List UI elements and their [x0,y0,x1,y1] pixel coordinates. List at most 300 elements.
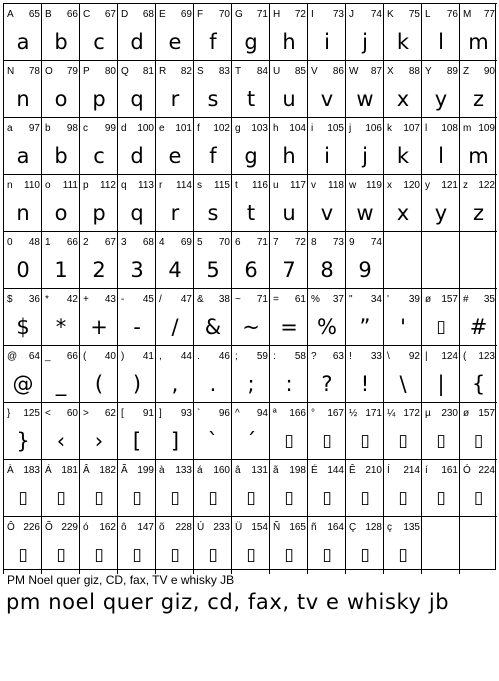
char-code: 41 [142,351,154,362]
char-label [387,294,420,306]
char-code: 92 [408,351,420,362]
glyph-sample: d [130,30,144,54]
char-label [311,180,344,192]
glyph-sample: w [356,201,374,225]
char-code: 114 [176,180,192,191]
glyph-sample: r [170,87,180,111]
char-cell [3,516,42,574]
glyph-sample: : [285,372,293,396]
char-name: Ú [197,522,205,533]
char-code: 83 [218,66,230,77]
char-code: 112 [100,180,116,191]
char-name: Ü [235,522,243,533]
char-code: 42 [66,294,78,305]
char-name: M [463,9,472,20]
char-name: i [311,123,314,134]
char-name: n [7,180,13,191]
char-label [159,66,192,78]
char-cell [231,174,270,232]
char-label [159,465,192,477]
char-name: l [425,123,428,134]
char-label [387,66,420,78]
char-cell [459,345,497,403]
char-name: K [387,9,394,20]
char-name: Í [387,465,390,476]
char-cell [231,459,270,517]
char-cell [269,345,308,403]
char-label [387,351,420,363]
glyph-sample: ▯ [170,488,180,508]
char-cell [345,60,384,118]
char-name: w [349,180,357,191]
char-name: o [45,180,51,191]
char-cell [193,3,232,61]
char-cell [155,231,194,289]
glyph-sample: . [209,372,217,396]
char-cell [421,117,460,175]
char-label [45,408,78,420]
char-code: 125 [23,408,40,419]
char-code: 46 [218,351,230,362]
glyph-sample: # [469,315,488,339]
char-name: & [197,294,204,305]
char-cell [41,459,80,517]
char-cell [117,345,156,403]
char-cell [383,288,422,346]
glyph-sample: , [171,372,179,396]
char-cell [307,60,346,118]
glyph-sample: = [280,315,298,339]
char-name: v [311,180,316,191]
char-name: G [235,9,243,20]
char-cell [345,402,384,460]
glyph-sample: f [209,30,217,54]
char-cell [269,117,308,175]
char-name: : [273,351,276,362]
char-code: 62 [104,408,116,419]
glyph-sample: j [362,30,368,54]
char-cell [79,288,118,346]
char-label [273,9,306,21]
char-name: A [7,9,14,20]
char-label [311,522,344,534]
glyph-sample: x [396,87,410,111]
char-name: % [311,294,320,305]
char-label [425,408,458,420]
glyph-sample: k [396,144,410,168]
glyph-sample: ▯ [132,545,142,565]
char-label [235,123,268,135]
char-label [349,408,382,420]
glyph-sample: ( [94,372,104,396]
char-code: 157 [441,294,458,305]
char-name: ; [235,351,238,362]
char-label [273,66,306,78]
char-name: í [425,465,428,476]
glyph-sample: [ [132,429,142,453]
char-cell [79,402,118,460]
char-name: I [311,9,314,20]
glyph-sample: ´ [245,429,257,453]
char-code: 38 [218,294,230,305]
char-label [387,408,420,420]
char-name: ) [121,351,125,362]
char-name: ~ [235,294,241,305]
char-code: 61 [294,294,306,305]
char-label [121,351,154,363]
glyph-sample: b [54,144,68,168]
char-cell [117,402,156,460]
glyph-sample: ▯ [18,545,28,565]
glyph-sample: ▯ [473,431,484,451]
char-code: 87 [370,66,382,77]
char-cell [421,288,460,346]
char-name: ç [387,522,392,533]
char-label [197,465,230,477]
char-code: 116 [252,180,268,191]
char-code: 147 [137,522,154,533]
char-label [159,408,192,420]
char-cell [307,3,346,61]
char-cell [41,231,80,289]
char-name: , [159,351,162,362]
char-cell [421,3,460,61]
char-code: 67 [104,9,116,20]
char-cell [117,459,156,517]
char-cell [231,288,270,346]
glyph-sample: ˮ [359,315,371,339]
char-code: 164 [327,522,344,533]
char-cell [193,60,232,118]
char-name: p [83,180,89,191]
char-name: ø [463,408,470,419]
char-cell [383,174,422,232]
char-name: $ [7,294,13,305]
char-label [83,408,116,420]
char-cell [193,174,232,232]
char-name: L [425,9,431,20]
char-label [463,180,495,192]
char-label [197,408,230,420]
char-name: ¼ [387,408,396,419]
char-code: 69 [180,9,192,20]
glyph-sample: c [93,30,105,54]
glyph-sample: v [320,201,334,225]
char-label [463,465,495,477]
char-name: g [235,123,241,134]
glyph-sample: ▯ [246,488,256,508]
char-cell [155,174,194,232]
char-name: â [235,465,241,476]
char-code: 84 [256,66,268,77]
char-cell [117,174,156,232]
char-code: 37 [332,294,344,305]
char-cell [459,516,497,574]
glyph-sample: ▯ [284,545,294,565]
char-label [273,180,306,192]
char-cell [345,117,384,175]
char-label [235,408,268,420]
char-name: J [349,9,354,20]
char-code: 233 [213,522,230,533]
char-cell [383,3,422,61]
glyph-sample: 3 [130,258,144,282]
char-name: ª [273,408,277,419]
char-code: 100 [137,123,154,134]
char-cell [155,3,194,61]
char-code: 118 [328,180,344,191]
glyph-sample: y [434,87,448,111]
char-cell [79,117,118,175]
char-label [311,408,344,420]
char-label [83,465,116,477]
char-name: - [121,294,125,305]
char-name: t [235,180,238,191]
char-label [7,123,40,135]
char-name: Ç [349,522,357,533]
char-cell [41,117,80,175]
char-label [121,9,154,21]
char-label [7,66,40,78]
glyph-sample: ' [400,315,406,339]
char-label [349,294,382,306]
glyph-sample: ▯ [322,545,332,565]
glyph-sample: p [92,201,106,225]
glyph-sample: 9 [358,258,372,282]
char-label [197,522,230,534]
char-label [425,237,458,249]
char-cell [307,402,346,460]
char-label [7,465,40,477]
char-label [273,237,306,249]
glyph-sample: @ [12,372,34,396]
char-code: 63 [332,351,344,362]
glyph-sample: o [54,87,68,111]
char-code: 64 [28,351,40,362]
char-cell [155,117,194,175]
glyph-sample: ▯ [322,488,332,508]
glyph-sample: f [209,144,217,168]
char-label [425,180,458,192]
glyph-sample: n [16,201,30,225]
char-label [235,294,268,306]
char-code: 167 [327,408,344,419]
char-name: µ [425,408,431,419]
char-name: Â [83,465,90,476]
char-name: y [425,180,430,191]
char-name: 1 [45,237,51,248]
char-cell [459,117,497,175]
char-label [235,9,268,21]
char-label [463,351,495,363]
glyph-sample: $ [16,315,30,339]
char-cell [307,345,346,403]
char-cell [459,3,497,61]
char-cell [155,516,194,574]
char-cell [421,231,460,289]
glyph-sample: - [133,315,141,339]
char-name: ø [425,294,432,305]
char-name: ' [387,294,389,305]
char-name: e [159,123,165,134]
char-code: 73 [332,9,344,20]
char-label [121,180,154,192]
char-label [463,294,495,306]
char-label [311,9,344,21]
char-name: d [121,123,127,134]
glyph-sample: ▯ [132,488,142,508]
char-cell [117,60,156,118]
char-label [273,294,306,306]
char-code: 90 [483,66,495,77]
char-code: 85 [294,66,306,77]
char-name: 9 [349,237,355,248]
char-label [7,180,40,192]
char-label [273,408,306,420]
char-cell [307,174,346,232]
char-code: 36 [28,294,40,305]
glyph-sample [460,252,497,288]
char-code: 120 [403,180,420,191]
glyph-sample: ▯ [398,488,408,508]
char-label [463,237,495,249]
char-cell [345,231,384,289]
char-name: V [311,66,318,77]
char-code: 66 [66,237,78,248]
char-cell [117,3,156,61]
char-code: 99 [104,123,116,134]
glyph-sample: 7 [282,258,296,282]
char-cell [383,231,422,289]
char-code: 86 [332,66,344,77]
char-code: 96 [218,408,230,419]
glyph-sample: y [434,201,448,225]
char-cell [269,402,308,460]
glyph-sample: h [282,30,296,54]
glyph-sample: / [171,315,179,339]
char-label [349,237,382,249]
char-code: 162 [99,522,116,533]
char-label [159,9,192,21]
glyph-sample: 0 [16,258,30,282]
glyph-sample: ! [360,372,370,396]
char-code: 71 [256,294,268,305]
char-label [349,180,382,192]
char-code: 102 [213,123,230,134]
char-name: 3 [121,237,127,248]
glyph-sample: ▯ [360,431,370,451]
char-code: 172 [403,408,420,419]
char-cell [117,231,156,289]
char-code: 181 [61,465,78,476]
char-cell [155,402,194,460]
glyph-sample: u [282,201,296,225]
char-cell [117,288,156,346]
char-name: 5 [197,237,203,248]
char-code: 48 [28,237,40,248]
char-code: 228 [175,522,192,533]
glyph-sample: 1 [54,258,68,282]
char-label [121,123,154,135]
glyph-sample [460,537,497,573]
char-name: à [159,465,165,476]
char-cell [79,459,118,517]
char-cell [231,231,270,289]
char-label [387,522,420,534]
char-label [387,123,420,135]
char-name: 8 [311,237,317,248]
char-label [235,465,268,477]
char-cell [41,174,80,232]
char-label [425,351,458,363]
char-label [83,522,116,534]
glyph-sample: c [93,144,105,168]
char-label [425,9,458,21]
glyph-sample: + [90,315,108,339]
char-code: 43 [104,294,116,305]
char-code: 165 [289,522,306,533]
char-cell [383,516,422,574]
char-cell [231,3,270,61]
glyph-sample: _ [55,372,67,396]
char-label [45,294,78,306]
glyph-sample: ▯ [436,488,446,508]
glyph-sample: ▯ [360,545,370,565]
char-cell [269,60,308,118]
char-code: 121 [441,180,458,191]
char-code: 111 [62,180,78,191]
char-name: b [45,123,51,134]
glyph-sample: ▯ [246,545,256,565]
glyph-sample: ▯ [360,488,370,508]
char-code: 68 [142,9,154,20]
char-cell [41,288,80,346]
char-label [311,351,344,363]
char-name: z [463,180,468,191]
char-code: 72 [294,9,306,20]
char-cell [383,459,422,517]
glyph-sample: a [16,144,30,168]
char-name: ] [159,408,162,419]
char-cell [193,288,232,346]
char-label [387,180,420,192]
char-cell [41,345,80,403]
char-code: 67 [104,237,116,248]
char-code: 117 [290,180,306,191]
char-cell [231,516,270,574]
char-code: 71 [256,237,268,248]
char-code: 198 [289,465,306,476]
char-code: 58 [294,351,306,362]
char-name: ^ [235,408,240,419]
char-label [7,237,40,249]
char-name: R [159,66,167,77]
glyph-sample: l [438,30,444,54]
char-label [121,522,154,534]
char-name: 2 [83,237,89,248]
char-code: 75 [408,9,420,20]
char-label [197,66,230,78]
char-label [311,123,344,135]
char-label [387,465,420,477]
char-name: H [273,9,281,20]
char-code: 161 [441,465,458,476]
char-code: 34 [370,294,382,305]
char-name: h [273,123,279,134]
glyph-sample: u [282,87,296,111]
char-name: ( [463,351,467,362]
glyph-sample: l [438,144,444,168]
